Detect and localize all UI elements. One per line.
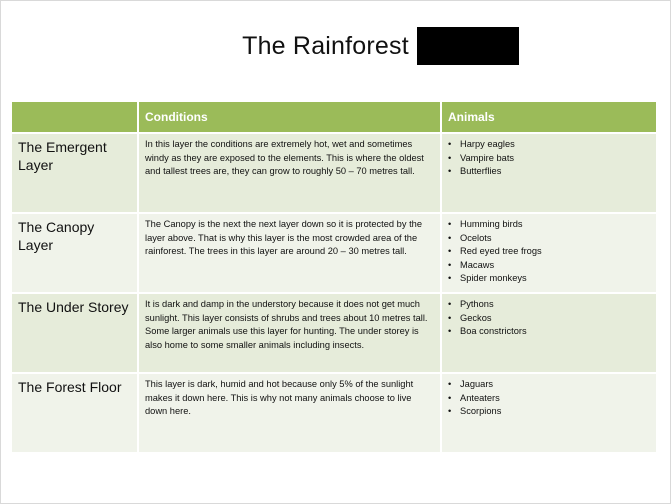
list-item: • Scorpions (448, 405, 652, 419)
redaction-box (417, 27, 519, 65)
layer-name: The Under Storey (18, 299, 129, 315)
table-header-row (12, 102, 657, 133)
conditions-text: The Canopy is the next the next layer down so it is protected by the layer above. That is why this layer is the most crowded area of the rainforest. The trees in this layer are around 20 – 30 metres tall. (145, 219, 422, 256)
conditions-cell (138, 293, 441, 373)
rainforest-layers-table (12, 102, 658, 452)
list-item: • Spider monkeys (448, 272, 652, 286)
list-item: • Geckos (448, 312, 652, 326)
layer-cell (12, 213, 138, 293)
layer-name: The Emergent Layer (18, 139, 107, 173)
layer-cell (12, 293, 138, 373)
conditions-text: In this layer the conditions are extremely hot, wet and sometimes windy as they are exposed to the elements. This is where the oldest and tallest trees are, they can grow to roughly 50 – 70 metres tall. (145, 139, 424, 176)
list-item: • Anteaters (448, 392, 652, 406)
animals-cell (441, 133, 657, 213)
conditions-cell (138, 213, 441, 293)
layer-name: The Canopy Layer (18, 219, 95, 253)
list-item: • Vampire bats (448, 152, 652, 166)
layer-name: The Forest Floor (18, 379, 122, 395)
conditions-cell (138, 133, 441, 213)
animals-cell (441, 293, 657, 373)
list-item: • Pythons (448, 298, 652, 312)
animals-cell (441, 373, 657, 452)
page-title: The Rainforest (242, 31, 409, 60)
animals-list (442, 374, 656, 419)
header-layer (12, 102, 138, 133)
conditions-text: This layer is dark, humid and hot because only 5% of the sunlight makes it down here. This is why not many animals choose to live down here. (145, 379, 414, 416)
animals-list (442, 134, 656, 179)
table-row (12, 293, 657, 373)
table-row (12, 373, 657, 452)
title-area (0, 27, 671, 65)
animals-list (442, 214, 656, 286)
list-item: • Butterflies (448, 165, 652, 179)
list-item: • Humming birds (448, 218, 652, 232)
header-conditions: Conditions (138, 102, 441, 133)
list-item: • Harpy eagles (448, 138, 652, 152)
list-item: • Boa constrictors (448, 325, 652, 339)
table-row (12, 133, 657, 213)
animals-cell (441, 213, 657, 293)
list-item: • Macaws (448, 259, 652, 273)
list-item: • Ocelots (448, 232, 652, 246)
animals-list (442, 294, 656, 339)
list-item: • Red eyed tree frogs (448, 245, 652, 259)
conditions-cell (138, 373, 441, 452)
list-item: • Jaguars (448, 378, 652, 392)
conditions-text: It is dark and damp in the understory because it does not get much sunlight. This layer consists of shrubs and trees about 10 metres tall. Some larger animals use this layer for hunting. The under storey is also home to some smaller animals including insects. (145, 299, 428, 350)
header-animals: Animals (441, 102, 657, 133)
layer-cell (12, 373, 138, 452)
table-row (12, 213, 657, 293)
layer-cell (12, 133, 138, 213)
